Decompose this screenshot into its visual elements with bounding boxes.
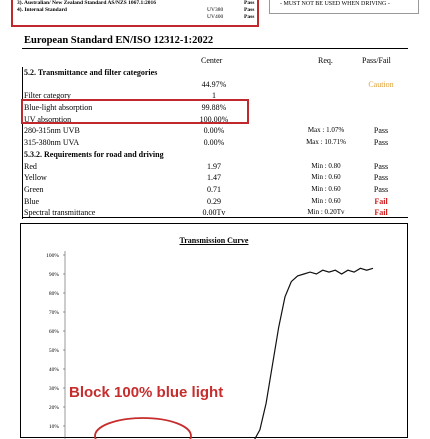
row-label: Filter category [24,91,71,101]
summary-result: Pass [244,7,255,13]
driving-warning: - MUST NOT BE USED WHEN DRIVING - [280,1,390,7]
row-center: 0.00% [203,126,225,136]
row-label: 280-315nm UVB [24,126,80,136]
row-center: 0.71 [207,184,221,194]
standard-table [22,67,408,219]
row-label: UV absorption [24,114,72,124]
row-label: Blue [24,196,40,206]
row-result: Caution [368,79,394,89]
row-center: 0.29 [207,196,221,206]
row-label: Spectral transmittance [24,208,96,218]
row-req: Min : 0.20Tv [307,208,345,217]
summary-result: Pass [244,0,255,6]
chart-title: Transmission Curve [179,236,249,245]
row-label: Yellow [24,173,47,183]
row-label: 315-380nm UVA [24,138,80,148]
row-center: 100.00% [199,114,229,124]
standards-summary-box [11,0,259,27]
row-result: Pass [373,173,389,183]
row-center: 1 [212,91,216,101]
row-center: 0.00Tv [202,208,226,218]
y-tick-label: 20% [48,405,59,411]
summary-row [17,7,255,13]
row-result: Fail [374,196,388,206]
table-row [22,172,408,184]
chart-canvas [21,224,409,439]
table-left-border [22,67,23,219]
annotation-ellipse [95,418,191,439]
row-center: 99.88% [201,103,227,113]
y-tick-label: 60% [48,329,59,335]
row-req: Min : 0.80 [311,161,341,170]
table-row [22,161,408,173]
row-center: 1.97 [207,161,221,171]
top-strip [0,0,430,30]
row-label: Blue-light absorption [24,103,93,113]
row-center: 1.47 [207,173,221,183]
header-req: Req. [318,56,333,65]
table-row [22,125,408,137]
row-result: Fail [374,208,388,218]
table-bottom-border [22,217,408,218]
highlight-box [21,99,249,124]
y-tick-label: 10% [48,424,59,430]
transmission-curve [197,268,373,439]
blue-light-callout: Block 100% blue light [69,384,224,401]
table-row [22,184,408,196]
transmission-chart [20,223,408,438]
row-req: Min : 0.60 [311,184,341,193]
summary-label: 3). Australian/ New Zealand Standard AS/NZS 1067.1:2016 [17,0,157,6]
y-tick-label: 70% [48,310,59,316]
standard-title: European Standard EN/ISO 12312-1:2022 [24,35,214,46]
row-label: Green [24,184,44,194]
section-header-row [22,67,408,79]
row-label: 5.2. Transmittance and filter categories [24,68,158,77]
y-tick-label: 40% [48,367,59,373]
row-result: Pass [373,138,389,148]
y-tick-label: 30% [48,386,59,392]
header-passfail: Pass/Fail [362,56,391,65]
row-label: Red [24,161,37,171]
warning-box [269,0,419,14]
header-center: Center [201,56,223,65]
summary-row [17,0,255,6]
row-result: Pass [373,184,389,194]
row-req: Max : 1.07% [307,126,345,135]
summary-label: 4). Internal Standard [17,7,67,13]
summary-mid: UV400 [207,14,224,20]
table-row [22,137,408,149]
table-row [22,79,408,91]
row-req: Min : 0.60 [311,173,341,182]
row-req: Min : 0.60 [311,196,341,205]
table-row [22,196,408,208]
row-center: 44.97% [201,79,227,89]
row-center: 0.00% [203,138,225,148]
y-tick-label: 90% [48,272,59,278]
y-tick-label: 80% [48,291,59,297]
divider [22,48,408,49]
y-tick-label: 100% [46,253,59,259]
summary-result: Pass [244,14,255,20]
row-req: Max : 10.71% [306,138,346,147]
row-result: Pass [373,161,389,171]
row-label: 5.3.2. Requirements for road and driving [24,149,164,159]
section-header-row [22,149,408,161]
row-result: Pass [373,126,389,136]
summary-mid: UV380 [207,7,224,13]
y-tick-label: 50% [48,348,59,354]
